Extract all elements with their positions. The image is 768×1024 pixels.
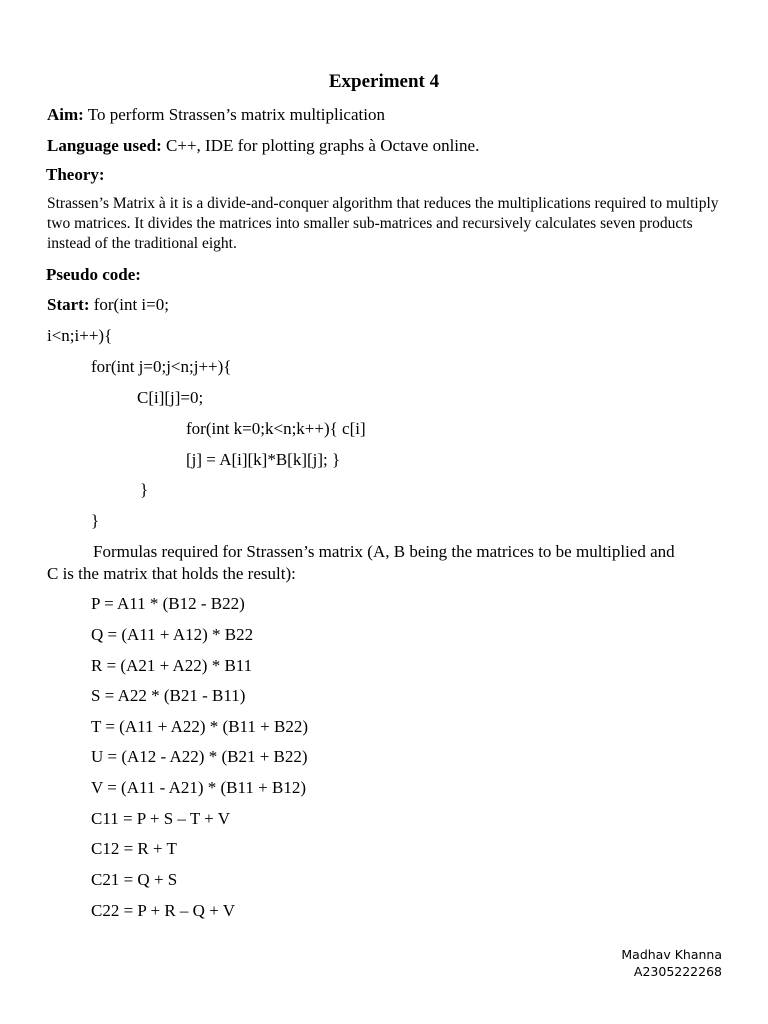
aim-text: To perform Strassen’s matrix multiplication — [83, 105, 385, 124]
language-line — [47, 136, 479, 156]
language-text: C++, IDE for plotting graphs à Octave online. — [161, 136, 480, 155]
formula-line: R = (A21 + A22) * B11 — [91, 656, 253, 675]
code-line: } — [91, 511, 100, 530]
code-line: for(int j=0;j<n;j++){ — [91, 357, 232, 376]
footer-name: Madhav Khanna — [621, 947, 722, 962]
footer-id: A2305222268 — [633, 964, 722, 979]
aim-line — [47, 105, 385, 125]
code-line: } — [140, 480, 149, 499]
code-line: for(int k=0;k<n;k++){ c[i] — [186, 419, 366, 438]
formula-line: U = (A12 - A22) * (B21 + B22) — [91, 747, 308, 766]
start-line — [47, 295, 169, 315]
formulas-intro: Formulas required for Strassen’s matrix (A, B being the matrices to be multiplied and — [93, 542, 675, 561]
start-label: Start: — [47, 295, 90, 314]
theory-paragraph: Strassen’s Matrix à it is a divide-and-conquer algorithm that reduces the multiplications required to multiply two matrices. It divides the matrices into smaller sub-matrices and recursively calculates seven products instead of the traditional eight. — [47, 195, 719, 252]
formula-line: C22 = P + R – Q + V — [91, 901, 236, 920]
aim-label: Aim: — [47, 105, 84, 124]
page-title: Experiment 4 — [328, 71, 440, 92]
theory-heading: Theory: — [46, 165, 105, 184]
formula-line: Q = (A11 + A12) * B22 — [91, 625, 254, 644]
start-text: for(int i=0; — [89, 295, 169, 314]
code-line: i<n;i++){ — [47, 326, 113, 345]
formula-line: C11 = P + S – T + V — [91, 809, 230, 828]
formula-line: S = A22 * (B21 - B11) — [91, 686, 246, 705]
formula-line: C21 = Q + S — [91, 870, 178, 889]
language-label: Language used: — [47, 136, 162, 155]
formulas-intro-cont: C is the matrix that holds the result): — [47, 564, 296, 583]
code-line: C[i][j]=0; — [137, 388, 204, 407]
formula-line: P = A11 * (B12 - B22) — [91, 594, 245, 613]
formula-line: C12 = R + T — [91, 839, 177, 858]
formula-line: V = (A11 - A21) * (B11 + B12) — [91, 778, 306, 797]
formula-line: T = (A11 + A22) * (B11 + B22) — [91, 717, 309, 736]
code-line: [j] = A[i][k]*B[k][j]; } — [186, 450, 341, 469]
pseudo-heading: Pseudo code: — [46, 265, 141, 284]
